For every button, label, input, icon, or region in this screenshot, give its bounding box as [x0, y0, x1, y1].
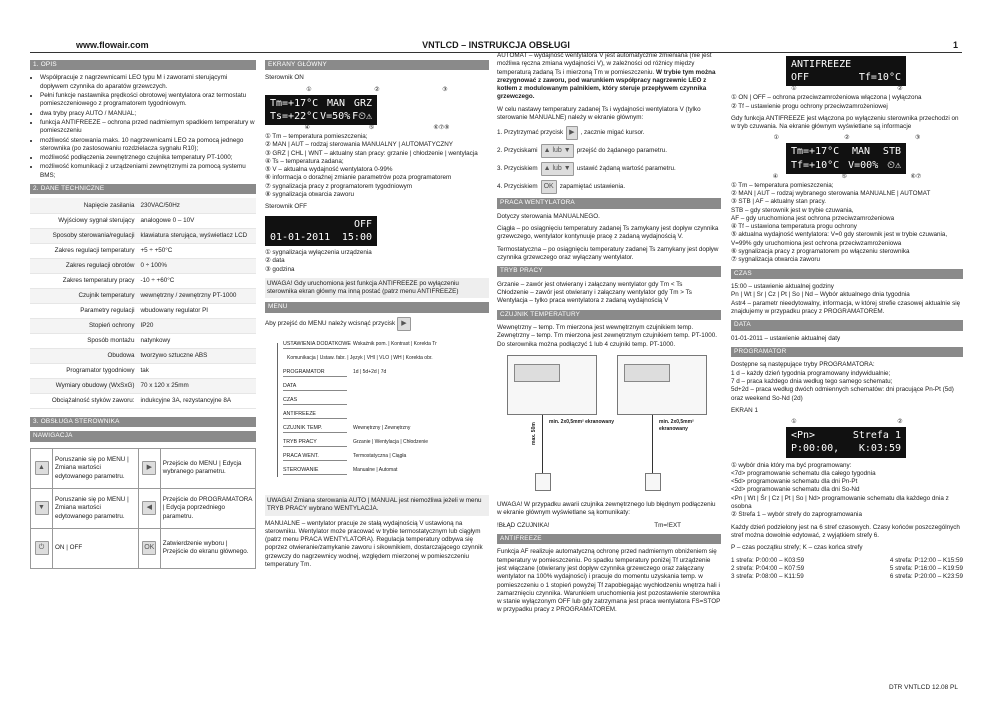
- key-icon: ▲ lub ▼: [541, 144, 574, 158]
- ekran-label: EKRAN 1: [731, 406, 758, 414]
- nav-row: [31, 488, 256, 528]
- ciagla-text: Ciągła – po osiągnięciu temperatury zadanej Ts zamykany jest dopływ czynnika grzewczego, wentylator kontynuuje pracę z zadaną wydajnością V.: [497, 225, 719, 241]
- legend-line: ② MAN | AUT – rodzaj sterowania MANUALNY | AUTOMATYCZNY: [265, 141, 453, 149]
- opis-item: • możliwość podłączenia zewnętrznego czujnika temperatury PT-1000;: [40, 154, 256, 162]
- legend-line: ① sygnalizacja wyłączenia urządzenia: [265, 248, 372, 256]
- menu-item: STEROWANIE: [283, 467, 347, 475]
- opis-item: • Pełni funkcje nastawnika prędkości obrotowej wentylatora oraz termostatu pomieszczeniowego z programatorem tygodniowym.: [40, 92, 256, 109]
- nav-key-cell: [31, 528, 53, 568]
- section-praca: PRACA WENTYLATORA: [497, 198, 721, 208]
- tech-key: Wymiary obudowy (WxSxG): [30, 378, 138, 393]
- strefy-list: [731, 557, 963, 582]
- step-item: 3. Przyciskiem ▲ lub ▼ ustawić żądaną wartość parametru.: [497, 162, 721, 176]
- opis-item: • możliwość komunikacji z urządzeniami zewnętrznymi za pomocą systemu BMS;: [40, 163, 256, 180]
- section-nawigacja: NAWIGACJA: [30, 431, 256, 441]
- tech-value: 0 ÷ 100%: [138, 258, 256, 273]
- section-data: DATA: [731, 320, 963, 330]
- power-icon: ⏻: [35, 541, 49, 555]
- sensor-icon: [645, 473, 661, 491]
- tech-key: Obudowa: [30, 348, 138, 363]
- opis-item: • dwa tryby pracy AUTO / MANUAL;: [40, 110, 256, 118]
- up-arrow-icon: ▲: [35, 461, 49, 475]
- on-label: Sterownik ON: [265, 74, 304, 82]
- wire-label: min. 2x0,5mm² ekranowany: [659, 419, 694, 432]
- tech-value: 230VAC/50Hz: [138, 198, 256, 213]
- tech-key: Napięcie zasilania: [30, 198, 138, 213]
- uwaga-awaria: UWAGA! W przypadku awarii czujnika zewnętrznego lub błędnym podłączeniu w ekranie głównym wyświetlane są komunikaty:: [497, 501, 716, 517]
- callout-numbers: ④ ⑤ ⑥⑦⑧: [304, 125, 450, 132]
- legend-line: ② data: [265, 257, 285, 265]
- czas-text: 15:00 – ustawienie aktualnej godziny Pn | Wt | Sr | Cz | Pt | So | Nd – Wybór aktualnego dnia tygodnia Astr4 – parametr nieedytowalny, informacja, w której strefie czasowej aktualnie się znajdujemy w przypadku pracy z PROGRAMATOREM.: [731, 283, 961, 315]
- document-title: VNTLCD – INSTRUKCJA OBSŁUGI: [422, 40, 570, 50]
- steps-list: [497, 126, 721, 194]
- lcd-standby: Tm=+17°C MAN STB Tf=+10°C V=00% ⏲⚠: [786, 143, 906, 173]
- off-label: Sterownik OFF: [265, 203, 307, 211]
- menu-item: USTAWIENIA DODATKOWE: [283, 340, 351, 347]
- tech-value: analogowe 0 – 10V: [138, 213, 256, 228]
- section-czujnik: CZUJNIK TEMPERATURY: [497, 310, 721, 320]
- menu-item: CZUJNIK TEMP.: [283, 425, 347, 433]
- termo-text: Termostatyczna – po osiągnięciu temperatury zadanej Ts zamykany jest dopływ czynnika grzewczego oraz wyłączany wentylator.: [497, 245, 719, 262]
- error-messages: !BŁĄD CZUJNIKA! Tm=!EXT: [497, 521, 681, 529]
- controller-unit: [507, 355, 597, 415]
- tech-value: tworzywo sztuczne ABS: [138, 348, 256, 363]
- nav-key-cell: [31, 448, 53, 488]
- tech-key: Zakres temperatury pracy: [30, 273, 138, 288]
- uwaga-antifreeze: UWAGA! Gdy uruchomiona jest funkcja ANTIFREEZE po wyłączeniu sterownika ekran główny ma inną postać (patrz menu ANTIFREEZE): [265, 278, 489, 299]
- tech-row: [30, 213, 256, 228]
- column-4: [731, 56, 963, 581]
- menu-options: Grzanie | Wentylacja | Chłodzenie: [353, 438, 429, 445]
- tech-key: Zakres regulacji obrotów: [30, 258, 138, 273]
- strefa-row: 1 strefa: P:00:00 – K03:59 4 strefa: P:12:00 – K15:59: [731, 556, 963, 564]
- key-icon: ▲ lub ▼: [541, 162, 574, 176]
- menu-item: TRYB PRACY: [283, 439, 347, 447]
- header-rule: [30, 52, 962, 53]
- step-item: 2. Przyciskami ▲ lub ▼ przejść do żądanego parametru.: [497, 144, 721, 158]
- lcd-off: OFF 01-01-2011 15:00: [265, 216, 377, 246]
- tech-row: [30, 378, 256, 393]
- nav-row: [31, 528, 256, 568]
- tech-value: tak: [138, 363, 256, 378]
- wire-label: min. 2x0,5mm² ekranowany: [549, 419, 615, 425]
- menu-item: PRACA WENT.: [283, 453, 347, 461]
- section-antifreeze: ANTIFREEZE: [497, 534, 721, 544]
- menu-item: PROGRAMATOR: [283, 369, 347, 377]
- section-czas: CZAS: [731, 269, 963, 279]
- menu-item: ANTIFREEZE: [283, 411, 347, 419]
- tech-value: klawiatura sterująca, wyświetlacz LCD: [138, 228, 256, 243]
- nav-key-cell: [138, 528, 160, 568]
- nav-description: Przejście do MENU | Edycja wybranego parametru.: [160, 448, 255, 488]
- tech-row: [30, 348, 256, 363]
- tech-key: Obciążalność styków zaworu:: [30, 393, 138, 408]
- opis-item: • możliwość sterowania maks. 10 nagrzewnicami LEO za pomocą jednego sterownika (po zastosowaniu rozdzielacza sygnału R10);: [40, 137, 256, 154]
- footer-code: DTR VNTLCD 12.08 PL: [889, 684, 958, 691]
- nav-description: Przejście do PROGRAMATORA | Edycja poprzedniego parametru.: [160, 488, 255, 528]
- right-arrow-icon: ▶: [142, 461, 156, 475]
- praca-text: Dotyczy sterowania MANUALNEGO.: [497, 212, 600, 220]
- pn-legend: ① wybór dnia który ma być programowany: <7d> programowanie schematu dla całego tygodnia <5d> programowanie schematu dla dni Pn-Pt <2d> programowanie schematu dla dni So-Nd <Pn | Wt | Śr | Cz | Pt | So | Nd> programowanie schematu dla każdego dnia z osobna ② Strefa 1 – wybór strefy do zaprogramowania: [731, 461, 949, 519]
- menu-tree-line: [277, 343, 278, 477]
- nav-table: [30, 448, 256, 569]
- lcd-programator: <Pn> Strefa 1 P:00:00, K:03:59: [786, 427, 906, 457]
- legend-line: ⑤ V – aktualna wydajność wentylatora 0-99%: [265, 166, 393, 174]
- section-opis: 1. OPIS: [30, 60, 256, 70]
- ok-icon: OK: [142, 541, 156, 555]
- section-obsluga: 3. OBSŁUGA STEROWNIKA: [30, 417, 256, 427]
- data-text: 01-01-2011 – ustawienie aktualnej daty: [731, 334, 841, 342]
- auto-text: AUTOMAT – wydajność wentylatora V jest automatycznie zmieniana (nie jest możliwa ręczna zmiana wydajności V), w zależności od różnicy między temperaturą zadaną Ts i mierzoną Tm w pomieszczeniu. W trybie tym można zrezygnować z zaworu, pod warunkiem współpracy nagrzewnic LEO z kotłem z modulowanym palnikiem, który steruje przepływem czynnika grzewczego.: [497, 52, 716, 101]
- nav-key-cell: [138, 488, 160, 528]
- section-dane: 2. DANE TECHNICZNE: [30, 184, 256, 194]
- tech-row: [30, 288, 256, 303]
- tech-value: natynkowy: [138, 333, 256, 348]
- tech-row: [30, 198, 256, 213]
- nav-description: ON | OFF: [53, 528, 139, 568]
- tech-key: Stopień ochrony: [30, 318, 138, 333]
- callout-numbers: ① ② ③: [306, 86, 448, 93]
- section-menu: MENU: [265, 302, 489, 312]
- opis-item: • Współpracuje z nagrzewnicami LEO typu M i zaworami sterującymi dopływem czynnika do aparatów grzewczych.: [40, 74, 256, 91]
- tech-row: [30, 273, 256, 288]
- menu-options: Komunikacja | Ustaw. fabr. | Język | VHI | VLO | WH | Korekta obr.: [287, 354, 433, 361]
- step-item: 4. Przyciskiem OK zapamiętać ustawienia.: [497, 180, 721, 194]
- page-number: 1: [952, 40, 958, 50]
- strefa-row: 3 strefa: P:08:00 – K11:59 6 strefa: P:20:00 – K23:59: [731, 573, 963, 581]
- tech-row: [30, 363, 256, 378]
- callout-numbers: ④ ⑤ ⑥⑦: [772, 173, 922, 180]
- nav-key-cell: [138, 448, 160, 488]
- nav-row: [31, 448, 256, 488]
- nav-description: Zatwierdzenie wyboru | Przejście do ekranu głównego.: [160, 528, 255, 568]
- tech-value: -10 ÷ +60°C: [138, 273, 256, 288]
- strefy-text: Każdy dzień podzielony jest na 6 stref czasowych. Czasy końców poszczególnych stref można dowolnie edytować, z wyjątkiem strefy 6.: [731, 523, 960, 539]
- menu-item: CZAS: [283, 397, 347, 405]
- legend-line: ③ GRZ | CHL | WNT – aktualny stan pracy: grzanie | chłodzenie | wentylacja: [265, 149, 478, 157]
- nav-description: Poruszanie się po MENU | Zmiana wartości edytowanego parametru.: [53, 488, 139, 528]
- tech-row: [30, 333, 256, 348]
- tech-value: 70 x 120 x 25mm: [138, 378, 256, 393]
- menu-options: Manualne | Automat: [353, 466, 398, 473]
- af-text: Gdy funkcja ANTIFREEZE jest włączona po wyłączeniu sterownika przechodzi on w tryb czuwania. Na ekranie głównym wyświetlane są informacje: [731, 114, 959, 131]
- strefa-row: 2 strefa: P:04:00 – K07:59 5 strefa: P:16:00 – K19:59: [731, 564, 963, 572]
- tech-value: wbudowany regulator PI: [138, 303, 256, 318]
- menu-options: Wewnętrzny | Zewnętrzny: [353, 424, 411, 431]
- section-ekrany: EKRANY GŁÓWNY: [265, 60, 489, 70]
- czujnik-text: Wewnętrzny – temp. Tm mierzona jest wewnętrznym czujnikiem temp. Zewnętrzny – temp. Tm mierzona jest zewnętrznym czujnikiem temp. PT-1000. Do sterownika można podłączyć 1 lub 4 czujniki temp. PT-1000.: [497, 324, 718, 348]
- tech-key: Parametry regulacji: [30, 303, 138, 318]
- key-icon: ▶: [566, 126, 577, 140]
- callout-numbers: ① ②: [791, 419, 903, 426]
- step-item: 1. Przytrzymać przycisk ▶ , zacznie migać kursor.: [497, 126, 721, 140]
- tech-table: [30, 198, 256, 409]
- legend-line: ④ Ts – temperatura zadana;: [265, 157, 344, 165]
- legend-line: ⑧ sygnalizacja otwarcia zaworu: [265, 191, 354, 199]
- pk-text: P – czas początku strefy; K – czas końca strefy: [731, 544, 863, 552]
- antifreeze-text: Funkcja AF realizuje automatyczną ochronę przed nadmiernym obniżeniem się temperatury w pomieszczeniu. Po spadku temperatury poniżej Tf urządzenie jest włączane (otwierany jest dopływ czynnika grzewczego oraz załączany wentylator na 100% wydajności) i pracuje do momentu uzyskania temp. w pomieszczeniu o 1 stopień powyżej Tf zapobiegając wychłodzeniu wnętrza hali i zamarznięciu czynnika. Warunkiem uruchomienia jest pozostawienie sterownika w stanie wyłączonym OFF lub gdy zatrzymana jest praca wentylatora FS=STOP w przypadku pracy z PROGRAMATOREM.: [497, 548, 721, 614]
- uwaga-sterowanie: UWAGA! Zmiana sterowania AUTO | MANUAL jest niemożliwa jeżeli w menu TRYB PRACY wybrano WENTYLACJA.: [265, 495, 489, 516]
- tech-row: [30, 318, 256, 333]
- menu-options: Termostatyczna | Ciągła: [353, 452, 407, 459]
- tech-key: Sposoby sterowania/regulacji: [30, 228, 138, 243]
- legend-line: ⑦ sygnalizacja pracy z programatorem tygodniowym: [265, 182, 413, 190]
- prog-text: Dostępne są następujące tryby PROGRAMATORA: 1 d – każdy dzień tygodnia programowany indywidualnie; 7 d – praca każdego dnia według tego samego schematu; 5d+2d – praca według dwóch odmiennych schematów: dni pracujące Pn-Pt (5d) oraz weekend So-Nd (2d): [731, 361, 954, 402]
- menu-tree: [265, 335, 489, 495]
- sensor-icon: [535, 473, 551, 491]
- column-1: [30, 56, 256, 569]
- on-legend: [265, 133, 489, 199]
- opis-list: [30, 74, 256, 180]
- off-legend: [265, 249, 489, 274]
- tech-key: Sposób montażu: [30, 333, 138, 348]
- wiring-diagram: [497, 355, 721, 495]
- nav-key-cell: [31, 488, 53, 528]
- section-tryb: TRYB PRACY: [497, 266, 721, 276]
- tech-row: [30, 228, 256, 243]
- tech-row: [30, 393, 256, 408]
- left-arrow-icon: ◀: [142, 501, 156, 515]
- menu-intro: Aby przejść do MENU należy wcisnąć przycisk ▶: [265, 317, 489, 331]
- length-label: max. 50m: [531, 422, 537, 445]
- section-programator: PROGRAMATOR: [731, 347, 963, 357]
- callout-numbers: ① ②: [791, 86, 903, 93]
- menu-options: Wskaźnik pom. | Kontrast | Korekta Tr: [353, 340, 437, 347]
- controller-unit: [617, 355, 707, 415]
- legend-line: ③ godzina: [265, 265, 295, 273]
- tech-row: [30, 303, 256, 318]
- site-url: www.flowair.com: [76, 40, 149, 50]
- tech-key: Czujnik temperatury: [30, 288, 138, 303]
- tech-value: IP20: [138, 318, 256, 333]
- right-arrow-icon: ▶: [397, 317, 411, 331]
- column-2: [265, 56, 489, 573]
- tech-value: +5 ÷ +50°C: [138, 243, 256, 258]
- tech-value: wewnętrzny / zewnętrzny PT-1000: [138, 288, 256, 303]
- callout-numbers: ① ② ③: [773, 135, 921, 142]
- tech-value: indukcyjne 3A, rezystancyjne 8A: [138, 393, 256, 408]
- af-legend: ① ON | OFF – ochrona przeciwzamrożeniowa włączona | wyłączona ② Tf – ustawienie progu ochrony przeciwzamrożeniowej: [731, 94, 922, 110]
- tech-key: Programator tygodniowy: [30, 363, 138, 378]
- legend-line: ⑥ informacja o doraźnej zmianie parametrów poza programatorem: [265, 174, 452, 182]
- tryb-list: Grzanie – zawór jest otwierany i załączany wentylator gdy Tm < Ts Chłodzenie – zawór jest otwierany i załączany wentylator gdy Tm > Ts Wentylacja – tylko praca wentylatora z zadaną wydajnością V: [497, 280, 692, 305]
- nav-description: Poruszanie się po MENU | Zmiana wartości edytowanego parametru.: [53, 448, 139, 488]
- tech-key: Wyjściowy sygnał sterujący: [30, 213, 138, 228]
- lcd-on: Tm=+17°C MAN GRZ Ts=+22°C V=50% F⏲⚠: [265, 95, 377, 125]
- menu-options: 1d | 5d+2d | 7d: [353, 368, 387, 375]
- legend-line: ① Tm – temperatura pomieszczenia;: [265, 132, 368, 140]
- tech-row: [30, 243, 256, 258]
- nastawa-text: W celu nastawy temperatury zadanej Ts i wydajności wentylatora V (tylko sterowanie MANUALNE) należy w ekranie głównym:: [497, 105, 701, 122]
- opis-item: • funkcja ANTIFREEZE – ochrona przed nadmiernym spadkiem temperatury w pomieszczeniu: [40, 119, 256, 136]
- menu-item: DATA: [283, 383, 347, 391]
- down-arrow-icon: ▼: [35, 501, 49, 515]
- column-3: [497, 52, 721, 619]
- lcd-antifreeze: ANTIFREEZE OFF Tf=10°C: [786, 56, 906, 86]
- key-icon: OK: [541, 180, 557, 194]
- stb-legend: ① Tm – temperatura pomieszczenia; ② MAN | AUT – rodzaj wybranego sterowania MANUALNE | AUTOMAT ③ STB | AF – aktualny stan pracy. STB – gdy sterownik jest w trybie czuwania, AF – gdy uruchomiona jest ochrona przeciwzamrożeniowa ④ Tf – ustawiona temperatura progu ochrony ⑤ aktualna wydajność wentylatora: V=0 gdy sterownik jest w trybie czuwania, V=99% gdy uruchomiona jest ochrona przeciwzamrożeniowa ⑥ sygnalizacja pracy z programatorem po włączeniu sterownika ⑦ sygnalizacja otwarcia zaworu: [731, 181, 948, 264]
- tech-row: [30, 258, 256, 273]
- manualne-text: MANUALNE – wentylator pracuje ze stałą wydajnością V ustawioną na sterowniku. Wentylator może pracować w trybie termostatycznym lub ciągłym (patrz menu PRACA WENTYLATORA). Regulacja temperatury odbywa się poprzez otwieranie/zamykanie zaworu i sikownikiem, dostarczającego czynnik grzewczy do nagrzewnicy wodnej, względem mierzonej w pomieszczeniu temperatury Tm.: [265, 519, 483, 568]
- tech-key: Zakres regulacji temperatury: [30, 243, 138, 258]
- page-header: [0, 40, 992, 52]
